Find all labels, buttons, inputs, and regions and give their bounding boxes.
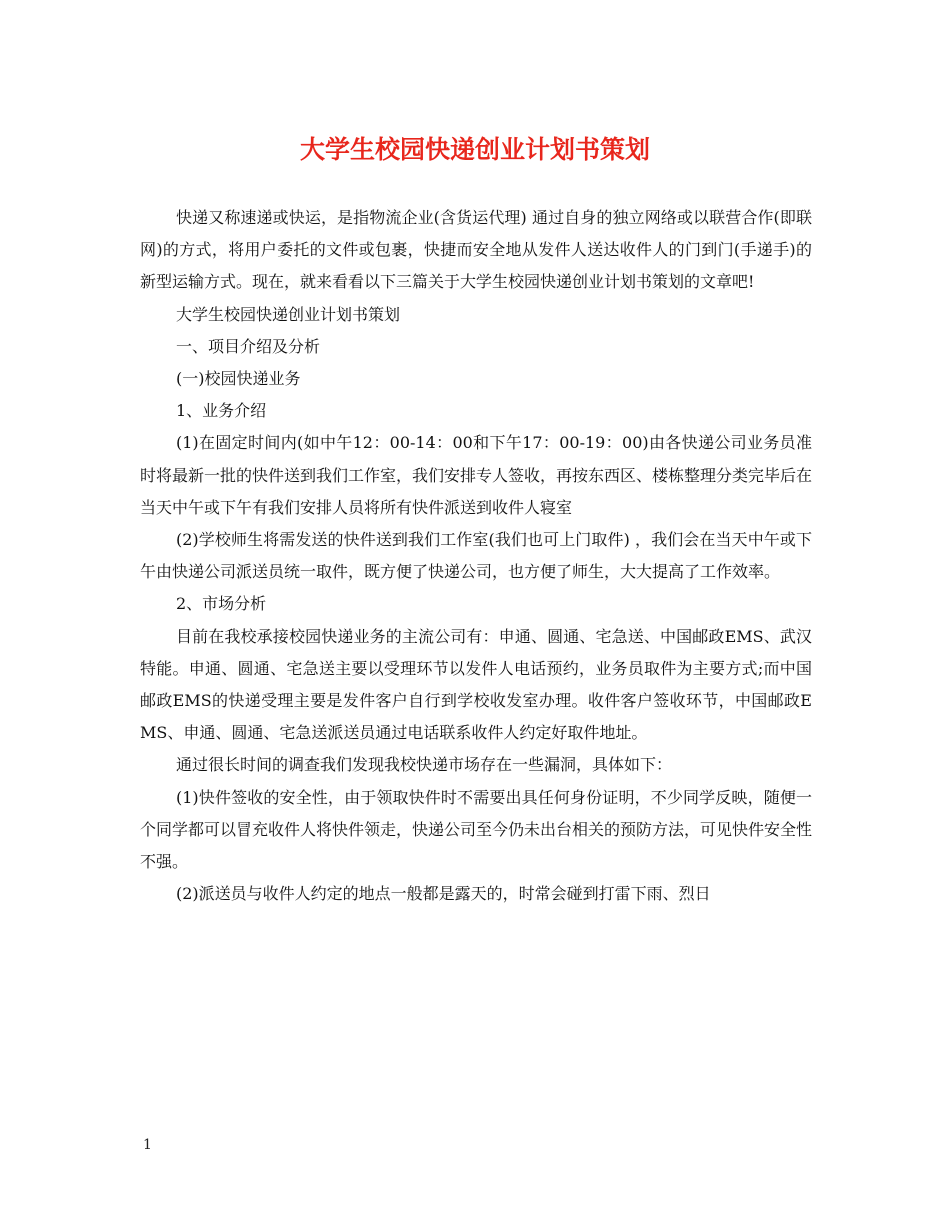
heading-market-analysis: 2、市场分析: [176, 594, 267, 614]
heading-section-1: 一、项目介绍及分析: [176, 336, 321, 356]
paragraph-market-2: 通过很长时间的调查我们发现我校快递市场存在一些漏洞，具体如下：: [176, 755, 673, 775]
paragraph-intro: 快递又称速递或快运，是指物流企业(含货运代理) 通过自身的独立网络或以联营合作(即联网)的方式，将用户委托的文件或包裹，快捷而安全地从发件人送达收件人的门到门(手递手)的新型运输方式。现在，就来看看以下三篇关于大学生校园快递创业计划书策划的文章吧!: [140, 208, 812, 292]
page-number: 1: [143, 1137, 152, 1153]
paragraph-market-1: 目前在我校承接校园快递业务的主流公司有：申通、圆通、宅急送、中国邮政EMS、武汉特能。申通、圆通、宅急送主要以受理环节以发件人电话预约，业务员取件为主要方式;而中国邮政EMS的快递受理主要是发件客户自行到学校收发室办理。收件客户签收环节，中国邮政EMS、申通、圆通、宅急送派送员通过电话联系收件人约定好取件地址。: [140, 626, 812, 743]
paragraph-issue-2: (2)派送员与收件人约定的地点一般都是露天的，时常会碰到打雷下雨、烈日: [176, 884, 711, 904]
paragraph-issue-1: (1)快件签收的安全性，由于领取快件时不需要出具任何身份证明，不少同学反映，随便一个同学都可以冒充收件人将快件领走，快递公司至今仍未出台相关的预防方法，可见快件安全性不强。: [140, 787, 813, 872]
heading-business-intro: 1、业务介绍: [176, 401, 267, 421]
heading-subsection-1: (一)校园快递业务: [176, 369, 301, 389]
paragraph-business-1: (1)在固定时间内(如中午12：00-14：00和下午17：00-19：00)由各快递公司业务员准时将最新一批的快件送到我们工作室，我们安排专人签收，再按东西区、楼栋整理分类完毕后在当天中午或下午有我们安排人员将所有快件派送到收件人寝室: [140, 433, 813, 517]
paragraph-business-2: (2)学校师生将需发送的快件送到我们工作室(我们也可上门取件) ，我们会在当天中午或下午由快递公司派送员统一取件，既方便了快递公司，也方便了师生，大大提高了工作效率。: [140, 530, 812, 582]
document-title: 大学生校园快递创业计划书策划: [299, 135, 650, 164]
document-body: [140, 202, 812, 910]
paragraph-subtitle: 大学生校园快递创业计划书策划: [176, 304, 401, 324]
